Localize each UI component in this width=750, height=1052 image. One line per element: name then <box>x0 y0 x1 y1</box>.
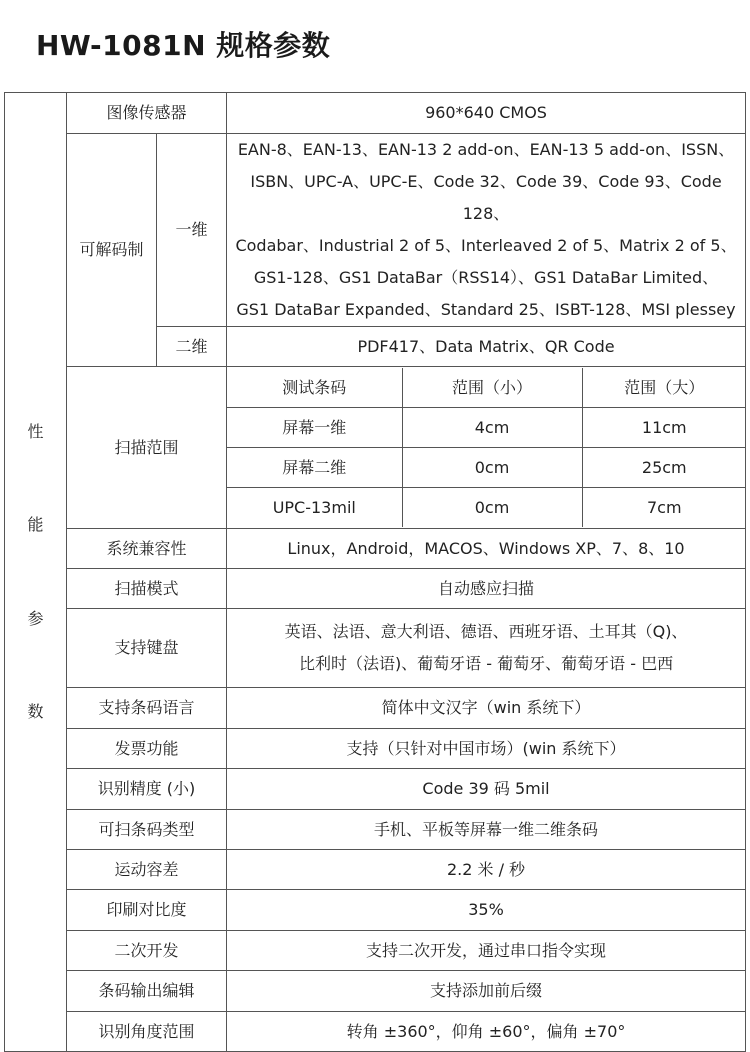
category-char: 能 <box>27 515 44 535</box>
decode-1d-label: 一维 <box>157 134 227 327</box>
scan-range-cell-value: 11cm <box>582 408 746 448</box>
category-cell <box>5 93 67 1052</box>
compat-value: Linux，Android，MACOS、Windows XP、7、8、10 <box>227 529 746 569</box>
scan-range-cell-value: 屏幕二维 <box>227 448 402 488</box>
table-row <box>5 688 746 729</box>
decode-2d-value: PDF417、Data Matrix、QR Code <box>227 327 746 367</box>
spec-value: 2.2 米 / 秒 <box>227 850 746 890</box>
decode-1d-value <box>227 134 746 327</box>
decode-1d-line: EAN-8、EAN-13、EAN-13 2 add-on、EAN-13 5 add-on、ISSN、 <box>237 140 735 159</box>
category-char: 参 <box>27 608 44 628</box>
decode-label: 可解码制 <box>67 134 157 367</box>
spec-label: 发票功能 <box>67 729 227 769</box>
keyboard-line: 英语、法语、意大利语、德语、西班牙语、土耳其（Q)、 <box>284 622 688 641</box>
scan-range-table <box>227 368 746 527</box>
scan-range-header-cell: 范围（小） <box>402 368 582 408</box>
spec-label: 识别精度 (小) <box>67 769 227 810</box>
keyboard-line: 比利时（法语)、葡萄牙语 - 葡萄牙、葡萄牙语 - 巴西 <box>298 654 674 673</box>
row-decode-1d <box>5 134 746 327</box>
table-row <box>5 1012 746 1052</box>
scan-range-cell-value: 4cm <box>402 408 582 448</box>
decode-1d-line: GS1 DataBar Expanded、Standard 25、ISBT-128、MSI plessey <box>236 300 736 319</box>
page-title: HW-1081N 规格参数 <box>36 29 331 62</box>
table-row <box>227 408 746 448</box>
table-row <box>227 488 746 528</box>
scan-range-header <box>227 368 746 408</box>
scan-range-cell-value: 0cm <box>402 448 582 488</box>
spec-label: 二次开发 <box>67 931 227 971</box>
scan-range-header-cell: 范围（大） <box>582 368 746 408</box>
spec-label: 条码输出编辑 <box>67 971 227 1012</box>
scan-range-cell <box>227 367 746 529</box>
spec-value: 支持添加前后缀 <box>227 971 746 1012</box>
table-row <box>5 931 746 971</box>
keyboard-value <box>227 609 746 688</box>
row-sensor <box>5 93 746 134</box>
spec-value: Code 39 码 5mil <box>227 769 746 810</box>
table-row <box>5 769 746 810</box>
scan-range-cell-value: 25cm <box>582 448 746 488</box>
decode-1d-line: ISBN、UPC-A、UPC-E、Code 32、Code 39、Code 93、Code 128、 <box>250 172 722 223</box>
spec-label: 可扫条码类型 <box>67 810 227 850</box>
compat-label: 系统兼容性 <box>67 529 227 569</box>
scan-mode-value: 自动感应扫描 <box>227 569 746 609</box>
scan-range-cell-value: 0cm <box>402 488 582 528</box>
spec-value: 手机、平板等屏幕一维二维条码 <box>227 810 746 850</box>
spec-label: 印刷对比度 <box>67 890 227 931</box>
table-row <box>5 890 746 931</box>
table-row <box>227 448 746 488</box>
spec-value: 支持二次开发，通过串口指令实现 <box>227 931 746 971</box>
decode-1d-line: GS1-128、GS1 DataBar（RSS14）、GS1 DataBar Limited、 <box>253 268 719 287</box>
spec-table <box>4 92 746 1052</box>
spec-label: 支持条码语言 <box>67 688 227 729</box>
scan-range-label: 扫描范围 <box>67 367 227 529</box>
row-scan-range <box>5 367 746 529</box>
spec-label: 运动容差 <box>67 850 227 890</box>
category-char: 性 <box>27 422 44 441</box>
scan-mode-label: 扫描模式 <box>67 569 227 609</box>
row-keyboard <box>5 609 746 688</box>
scan-range-cell-value: 屏幕一维 <box>227 408 402 448</box>
table-row <box>5 729 746 769</box>
sensor-label: 图像传感器 <box>67 93 227 134</box>
spec-value: 简体中文汉字（win 系统下） <box>227 688 746 729</box>
spec-value: 支持（只针对中国市场）(win 系统下） <box>227 729 746 769</box>
table-row <box>5 810 746 850</box>
scan-range-header-cell: 测试条码 <box>227 368 402 408</box>
sensor-value: 960*640 CMOS <box>227 93 746 134</box>
scan-range-cell-value: 7cm <box>582 488 746 528</box>
spec-label: 识别角度范围 <box>67 1012 227 1052</box>
decode-1d-line: Codabar、Industrial 2 of 5、Interleaved 2 of 5、Matrix 2 of 5、 <box>235 236 737 255</box>
category-char: 数 <box>27 701 44 721</box>
decode-2d-label: 二维 <box>157 327 227 367</box>
table-row <box>5 971 746 1012</box>
scan-range-cell-value: UPC-13mil <box>227 488 402 528</box>
spec-value: 转角 ±360°，仰角 ±60°，偏角 ±70° <box>227 1012 746 1052</box>
row-compat <box>5 529 746 569</box>
spec-value: 35% <box>227 890 746 931</box>
row-scan-mode <box>5 569 746 609</box>
table-row <box>5 850 746 890</box>
keyboard-label: 支持键盘 <box>67 609 227 688</box>
